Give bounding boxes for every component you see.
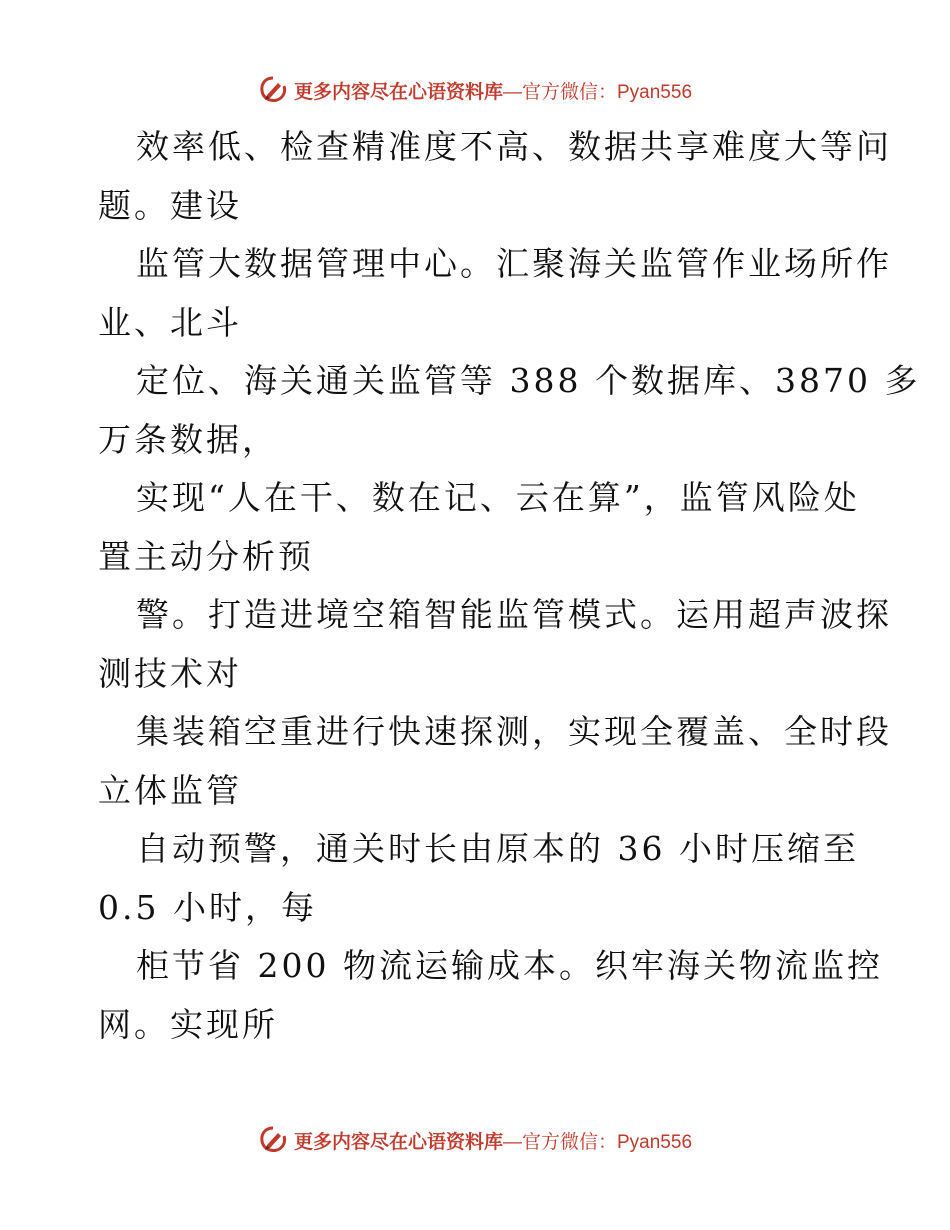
footer-brand-text: 更多内容尽在心语资料库	[293, 1130, 503, 1153]
paragraph-line: 柜节省 200 物流运输成本。织牢海关物流监控	[136, 946, 883, 985]
footer-banner	[0, 1120, 950, 1160]
paragraph-line: 置主动分析预	[98, 536, 314, 576]
paragraph-line: 监管大数据管理中心。汇聚海关监管作业场所作	[136, 244, 892, 283]
header-banner	[0, 70, 950, 110]
paragraph-7	[98, 820, 868, 937]
paragraph-2	[98, 235, 892, 352]
paragraph-line: 立体监管	[98, 770, 242, 810]
paragraph-line: 业、北斗	[98, 302, 242, 342]
paragraph-line: 0.5 小时，每	[98, 887, 317, 927]
paragraph-line: 定位、海关通关监管等 388 个数据库、3870 多	[136, 361, 921, 400]
paragraph-line: 题。建设	[98, 185, 242, 225]
document-body	[98, 118, 921, 1054]
paragraph-line: 集装箱空重进行快速探测，实现全覆盖、全时段	[136, 712, 892, 751]
paragraph-4	[98, 469, 868, 586]
paragraph-6	[98, 703, 892, 820]
paragraph-line: 自动预警，通关时长由原本的 36 小时压缩至	[136, 829, 859, 868]
paragraph-8	[98, 937, 883, 1054]
paragraph-3	[98, 352, 921, 469]
paragraph-line: 测技术对	[98, 653, 242, 693]
header-wechat-text: —官方微信：Pyan556	[503, 81, 693, 103]
footer-wechat-text: —官方微信：Pyan556	[503, 1131, 693, 1153]
header-brand-text: 更多内容尽在心语资料库	[293, 80, 503, 103]
pen-swirl-logo-icon	[258, 75, 288, 105]
paragraph-line: 实现“人在干、数在记、云在算”，监管风险处	[136, 478, 860, 517]
paragraph-line: 警。打造进境空箱智能监管模式。运用超声波探	[136, 595, 892, 634]
paragraph-line: 效率低、检查精准度不高、数据共享难度大等问	[136, 127, 892, 166]
paragraph-line: 网。实现所	[98, 1004, 278, 1044]
paragraph-5	[98, 586, 892, 703]
paragraph-line: 万条数据，	[98, 419, 278, 459]
pen-swirl-logo-icon	[258, 1125, 288, 1155]
paragraph-1	[98, 118, 892, 235]
